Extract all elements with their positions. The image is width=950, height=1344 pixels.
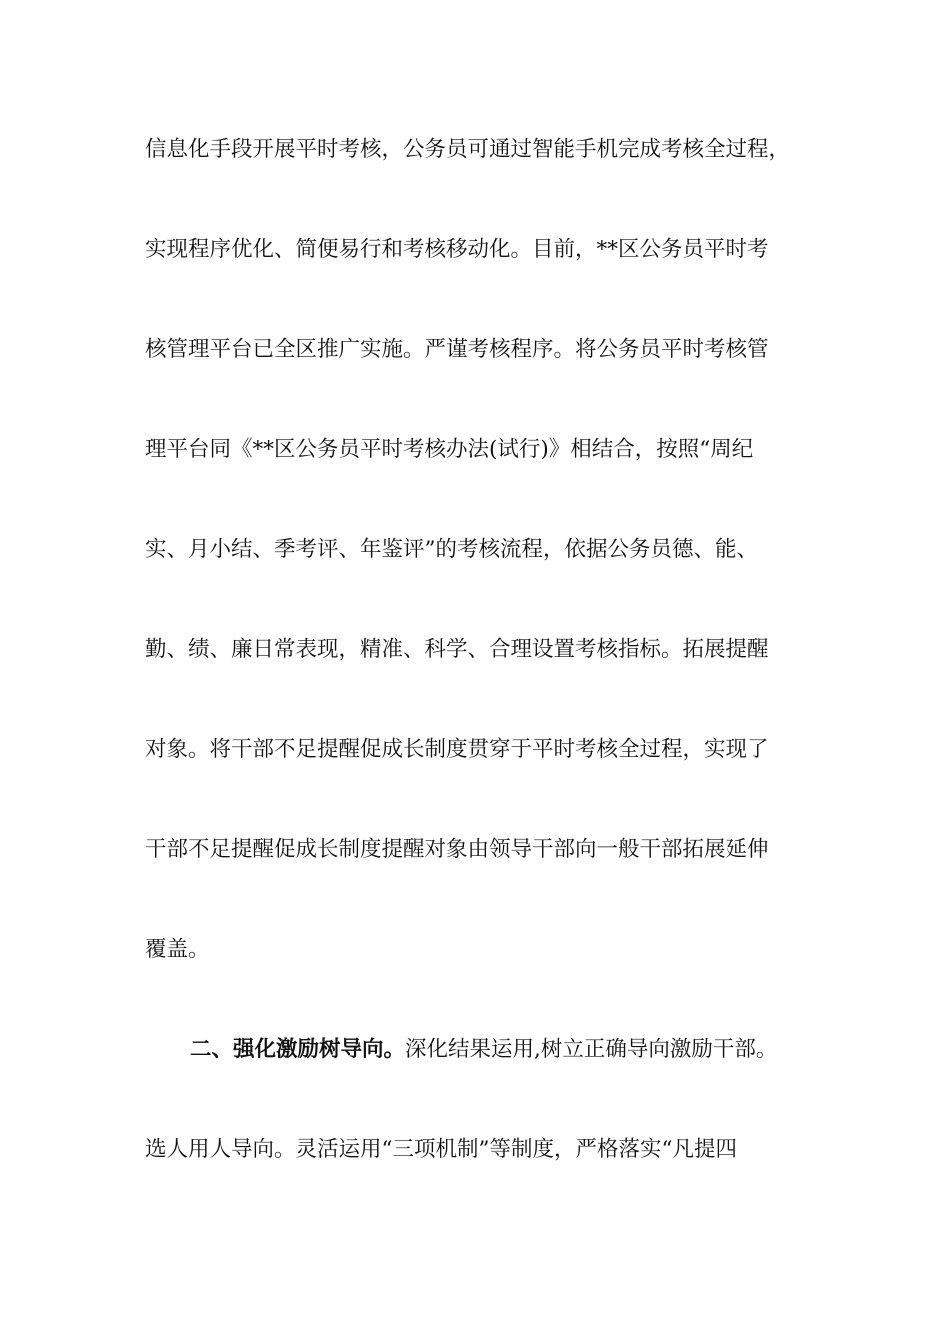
section-2-text: 深化结果运用,树立正确导向激励干部。 [405,1037,778,1062]
paragraph-line-8: 干部不足提醒促成长制度提醒对象由领导干部向一般干部拓展延伸 [145,837,769,862]
paragraph-line-6: 勤、绩、廉日常表现，精准、科学、合理设置考核指标。拓展提醒 [145,637,769,662]
paragraph-line-3: 核管理平台已全区推广实施。严谨考核程序。将公务员平时考核管 [145,337,769,362]
paragraph-line-last: 选人用人导向。灵活运用“三项机制”等制度，严格落实“凡提四 [145,1137,737,1162]
section-2-line [190,1032,805,1068]
paragraph-line-7: 对象。将干部不足提醒促成长制度贯穿于平时考核全过程，实现了 [145,737,769,762]
paragraph-line-9: 覆盖。 [145,937,210,962]
paragraph-line-5: 实、月小结、季考评、年鉴评”的考核流程，依据公务员德、能、 [145,537,758,562]
paragraph-line-4: 理平台同《**区公务员平时考核办法(试行)》相结合，按照“周纪 [145,437,754,462]
paragraph-line-1: 信息化手段开展平时考核，公务员可通过智能手机完成考核全过程， [145,137,791,162]
paragraph-line-2: 实现程序优化、简便易行和考核移动化。目前，**区公务员平时考 [145,237,769,262]
section-2-heading: 二、强化激励树导向。 [190,1037,406,1062]
